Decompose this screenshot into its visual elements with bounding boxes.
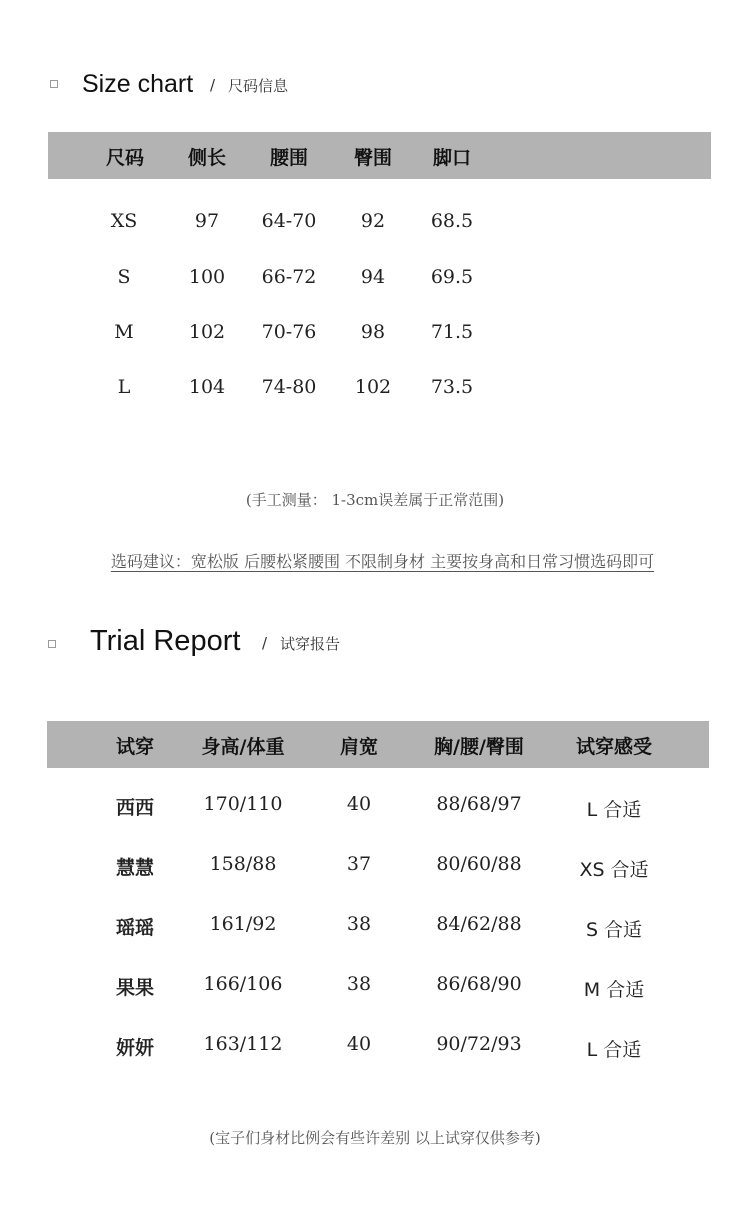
size-table-cell: XS [110, 210, 138, 232]
trial-table-cell: 161/92 [209, 913, 277, 935]
trial-table-cell: 86/68/90 [436, 973, 522, 995]
trial-table-cell: 84/62/88 [436, 913, 522, 935]
size-table-cell: M [114, 321, 134, 343]
size-header-cell: 侧长 [187, 147, 227, 169]
size-table-cell: 92 [360, 210, 386, 232]
size-table-cell: 102 [354, 376, 392, 398]
size-table-cell: 97 [194, 210, 220, 232]
size-table-cell: 94 [360, 266, 386, 288]
trial-report-subtitle: 试穿报告 [280, 635, 341, 653]
trial-table-cell: 37 [346, 853, 372, 875]
size-table-cell: 73.5 [430, 376, 474, 398]
size-header-cell: 脚口 [432, 147, 472, 169]
fit-feeling: XS 合适 [579, 859, 649, 881]
fit-feeling: M 合适 [583, 979, 645, 1001]
size-table-cell: 71.5 [430, 321, 474, 343]
size-header-cell: 腰围 [269, 147, 309, 169]
size-chart-title: Size chart [82, 70, 194, 98]
size-table-cell: 102 [188, 321, 226, 343]
fit-feeling: L 合适 [586, 799, 642, 821]
tester-name: 果果 [115, 977, 155, 999]
size-advice-text: 选码建议：宽松版 后腰松紧腰围 不限制身材 主要按身高和日常习惯选码即可 [110, 552, 655, 571]
trial-table-cell: 166/106 [203, 973, 283, 995]
trial-header-cell: 身高/体重 [201, 736, 285, 758]
trial-header-cell: 肩宽 [339, 736, 379, 758]
size-table-cell: 68.5 [430, 210, 474, 232]
size-chart-subtitle: 尺码信息 [228, 77, 289, 95]
tester-name: 妍妍 [115, 1037, 155, 1059]
trial-table-cell: 40 [346, 793, 372, 815]
size-table-cell: S [117, 266, 131, 288]
trial-report-title: Trial Report [90, 625, 241, 657]
trial-table-cell: 38 [346, 913, 372, 935]
trial-report-header [0, 622, 750, 662]
size-chart-header [0, 64, 750, 104]
square-outline-icon [50, 80, 58, 88]
size-table-cell: L [117, 376, 131, 398]
size-header-cell: 尺码 [105, 147, 145, 169]
measurement-note: (手工测量： 1-3cm误差属于正常范围) [245, 491, 505, 509]
size-table-cell: 69.5 [430, 266, 474, 288]
trial-table-cell: 163/112 [203, 1033, 283, 1055]
square-outline-icon [48, 640, 56, 648]
tester-name: 瑶瑶 [115, 917, 155, 939]
trial-table-cell: 38 [346, 973, 372, 995]
fit-feeling: S 合适 [585, 919, 643, 941]
tester-name: 西西 [115, 797, 155, 819]
trial-header-cell: 试穿 [115, 736, 155, 758]
size-table-cell: 100 [188, 266, 226, 288]
trial-header-cell: 试穿感受 [575, 736, 653, 758]
trial-table-cell: 40 [346, 1033, 372, 1055]
trial-table-cell: 90/72/93 [436, 1033, 522, 1055]
size-advice [0, 549, 750, 572]
size-table-cell: 74-80 [261, 376, 317, 398]
size-header-cell: 臀围 [353, 147, 393, 169]
size-table-cell: 66-72 [261, 266, 317, 288]
trial-table-cell: 170/110 [203, 793, 283, 815]
tester-name: 慧慧 [115, 857, 155, 879]
trial-table-cell: 158/88 [209, 853, 277, 875]
size-chart-separator: / [210, 76, 216, 94]
size-table-cell: 104 [188, 376, 226, 398]
trial-table-cell: 88/68/97 [436, 793, 522, 815]
trial-report-separator: / [262, 634, 268, 652]
trial-header-cell: 胸/腰/臀围 [434, 736, 524, 758]
trial-table-cell: 80/60/88 [436, 853, 522, 875]
size-table-cell: 64-70 [261, 210, 317, 232]
trial-note: (宝子们身材比例会有些许差别 以上试穿仅供参考) [209, 1129, 541, 1147]
fit-feeling: L 合适 [586, 1039, 642, 1061]
size-table-cell: 98 [360, 321, 386, 343]
size-table-cell: 70-76 [261, 321, 317, 343]
